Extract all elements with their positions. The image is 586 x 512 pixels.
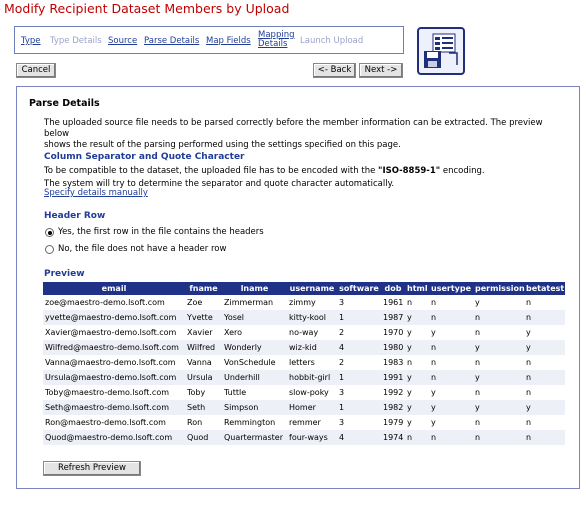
auto-detect-text: The system will try to determine the separator and quote character automatically.	[44, 179, 395, 189]
table-cell: 3	[339, 298, 345, 307]
table-cell: Ursula@maestro-demo.lsoft.com	[43, 370, 185, 385]
table-cell: n	[429, 430, 473, 445]
table-cell: 1987	[381, 310, 405, 325]
table-cell: zoe@maestro-demo.lsoft.com	[45, 298, 165, 307]
table-cell: 4	[337, 430, 381, 445]
intro-line1: The uploaded source file needs to be parsed correctly before the member information can be extracted. The preview below	[44, 118, 543, 139]
table-cell: n	[473, 310, 524, 325]
table-cell: Wilfred	[185, 340, 222, 355]
table-cell: Zimmerman	[224, 298, 274, 307]
table-cell: n	[526, 298, 532, 307]
table-cell: y	[429, 400, 473, 415]
table-cell: 1	[337, 370, 381, 385]
col-header: usertype	[431, 284, 472, 293]
table-cell: remmer	[289, 418, 321, 427]
table-cell: Quod	[185, 430, 222, 445]
page-title: Modify Recipient Dataset Members by Upload	[4, 1, 290, 16]
table-cell: Quartermaster	[222, 430, 287, 445]
table-row	[43, 355, 565, 370]
table-cell: n	[473, 430, 524, 445]
table-cell: y	[407, 388, 412, 397]
table-cell: Wonderly	[222, 340, 287, 355]
header-no-radio[interactable]	[45, 245, 54, 254]
table-cell: n	[475, 358, 481, 367]
col-header: lname	[222, 282, 287, 295]
table-cell: n	[526, 418, 532, 427]
table-cell: n	[475, 418, 481, 427]
table-cell: n	[524, 430, 565, 445]
table-cell: 1982	[381, 400, 405, 415]
refresh-preview-button[interactable]: Refresh Preview	[43, 461, 141, 476]
step-map-fields[interactable]: Map Fields	[206, 36, 251, 46]
table-cell: Vanna@maestro-demo.lsoft.com	[45, 358, 176, 367]
table-row	[43, 400, 565, 415]
table-cell: 2	[339, 358, 345, 367]
table-cell: 1974	[381, 430, 405, 445]
table-cell: 1983	[383, 358, 404, 367]
table-cell: kitty-kool	[287, 310, 337, 325]
table-cell: y	[524, 400, 565, 415]
table-cell: four-ways	[287, 430, 337, 445]
table-cell: n	[526, 388, 532, 397]
table-cell: Tuttle	[224, 388, 247, 397]
table-cell: Toby	[187, 388, 206, 397]
table-cell: zimmy	[289, 298, 316, 307]
cancel-button[interactable]: Cancel	[16, 63, 56, 78]
table-cell: Homer	[287, 400, 337, 415]
table-cell: Yosel	[222, 310, 287, 325]
table-cell: y	[407, 418, 412, 427]
col-header: dob	[381, 282, 405, 295]
table-cell: y	[405, 370, 429, 385]
step-mapping-line2: Details	[258, 38, 288, 49]
table-cell: Quod@maestro-demo.lsoft.com	[43, 430, 185, 445]
table-cell: Toby@maestro-demo.lsoft.com	[45, 388, 170, 397]
table-cell: wiz-kid	[287, 340, 337, 355]
table-cell: y	[473, 370, 524, 385]
col-header: username	[287, 282, 337, 295]
table-cell: n	[405, 430, 429, 445]
parse-details-heading: Parse Details	[29, 98, 100, 109]
table-cell: Remmington	[224, 418, 276, 427]
table-cell: y	[431, 328, 436, 337]
header-no-label: No, the file does not have a header row	[58, 244, 227, 254]
table-row	[43, 295, 565, 310]
step-type-details: Type Details	[50, 36, 102, 46]
table-cell: n	[407, 298, 413, 307]
table-row	[43, 340, 565, 355]
table-cell: Underhill	[222, 370, 287, 385]
table-cell: Ron@maestro-demo.lsoft.com	[45, 418, 166, 427]
next-button[interactable]: Next ->	[359, 63, 403, 78]
table-cell: 1992	[383, 388, 404, 397]
table-row	[43, 370, 565, 385]
col-header: betatest	[526, 284, 565, 293]
header-yes-label: Yes, the first row in the file contains the headers	[58, 227, 264, 237]
table-row	[43, 310, 565, 325]
table-cell: slow-poky	[289, 388, 329, 397]
table-cell: no-way	[289, 328, 319, 337]
intro-line2: shows the result of the parsing performed using the settings specified on this page.	[44, 140, 401, 150]
table-cell: Zoe	[187, 298, 203, 307]
table-cell: hobbit-girl	[287, 370, 337, 385]
step-source[interactable]: Source	[108, 36, 138, 46]
step-launch-upload: Launch Upload	[300, 36, 364, 46]
step-parse-details[interactable]: Parse Details	[144, 36, 200, 46]
col-header: permission	[475, 284, 525, 293]
step-mapping-details[interactable]	[258, 31, 294, 48]
table-row	[43, 385, 565, 400]
encoding-text	[44, 166, 564, 177]
table-cell: Ursula	[185, 370, 222, 385]
col-header: email	[43, 282, 185, 295]
table-cell: 1970	[383, 328, 404, 337]
table-cell: 1	[337, 310, 381, 325]
table-cell: 1979	[383, 418, 404, 427]
table-cell: n	[429, 310, 473, 325]
table-cell: letters	[289, 358, 315, 367]
table-cell: 2	[339, 328, 345, 337]
table-cell: n	[524, 310, 565, 325]
table-cell: 4	[337, 340, 381, 355]
table-cell: y	[431, 388, 436, 397]
col-header: software	[337, 282, 381, 295]
preview-table	[43, 282, 565, 445]
table-cell: y	[407, 328, 412, 337]
table-cell: VonSchedule	[224, 358, 276, 367]
table-cell: y	[524, 340, 565, 355]
table-cell: n	[475, 388, 481, 397]
table-cell: yvette@maestro-demo.lsoft.com	[43, 310, 185, 325]
table-cell: n	[431, 298, 437, 307]
specify-manually-link[interactable]: Specify details manually	[44, 188, 148, 198]
table-cell: y	[473, 400, 524, 415]
table-cell: 1	[337, 400, 381, 415]
preview-header-row	[43, 282, 565, 295]
table-cell: 1961	[383, 298, 404, 307]
header-yes-radio[interactable]	[45, 228, 54, 237]
table-cell: 1980	[381, 340, 405, 355]
table-cell: Xero	[224, 328, 243, 337]
preview-heading: Preview	[44, 269, 85, 279]
table-row	[43, 415, 565, 430]
col-header: html	[407, 284, 428, 293]
table-cell: n	[407, 358, 413, 367]
table-cell: Seth	[185, 400, 222, 415]
wizard-steps	[14, 26, 404, 54]
table-cell: Seth@maestro-demo.lsoft.com	[43, 400, 185, 415]
back-button[interactable]: <- Back	[313, 63, 356, 78]
table-cell: 3	[339, 388, 345, 397]
table-cell: 1991	[381, 370, 405, 385]
upload-save-wizard-icon	[417, 27, 465, 75]
encoding-prefix: To be compatible to the dataset, the uploaded file has to be encoded with the	[44, 166, 376, 176]
intro-text	[44, 118, 564, 151]
table-cell: n	[475, 328, 481, 337]
table-row	[43, 430, 565, 445]
table-cell: Ron	[187, 418, 203, 427]
table-cell: Simpson	[222, 400, 287, 415]
table-cell: n	[526, 358, 532, 367]
table-cell: y	[473, 340, 524, 355]
table-cell: n	[429, 370, 473, 385]
table-cell: y	[475, 298, 480, 307]
table-row	[43, 325, 565, 340]
encoding-value: "ISO-8859-1"	[378, 166, 441, 176]
step-mapping-line1: Mapping	[258, 30, 295, 40]
table-cell: Xavier@maestro-demo.lsoft.com	[45, 328, 177, 337]
table-cell: y	[431, 418, 436, 427]
table-cell: y	[405, 340, 429, 355]
step-type[interactable]: Type	[21, 36, 41, 46]
encoding-suffix: encoding.	[442, 166, 485, 176]
separator-heading: Column Separator and Quote Character	[44, 152, 245, 162]
table-cell: 3	[339, 418, 345, 427]
table-cell: y	[405, 310, 429, 325]
col-header: fname	[185, 282, 222, 295]
table-cell: Wilfred@maestro-demo.lsoft.com	[43, 340, 185, 355]
header-row-heading: Header Row	[44, 211, 106, 221]
table-cell: Vanna	[187, 358, 212, 367]
table-cell: n	[524, 370, 565, 385]
table-cell: Xavier	[187, 328, 213, 337]
table-cell: Yvette	[185, 310, 222, 325]
table-cell: y	[526, 328, 531, 337]
table-cell: n	[431, 358, 437, 367]
table-cell: n	[429, 340, 473, 355]
table-cell: y	[405, 400, 429, 415]
